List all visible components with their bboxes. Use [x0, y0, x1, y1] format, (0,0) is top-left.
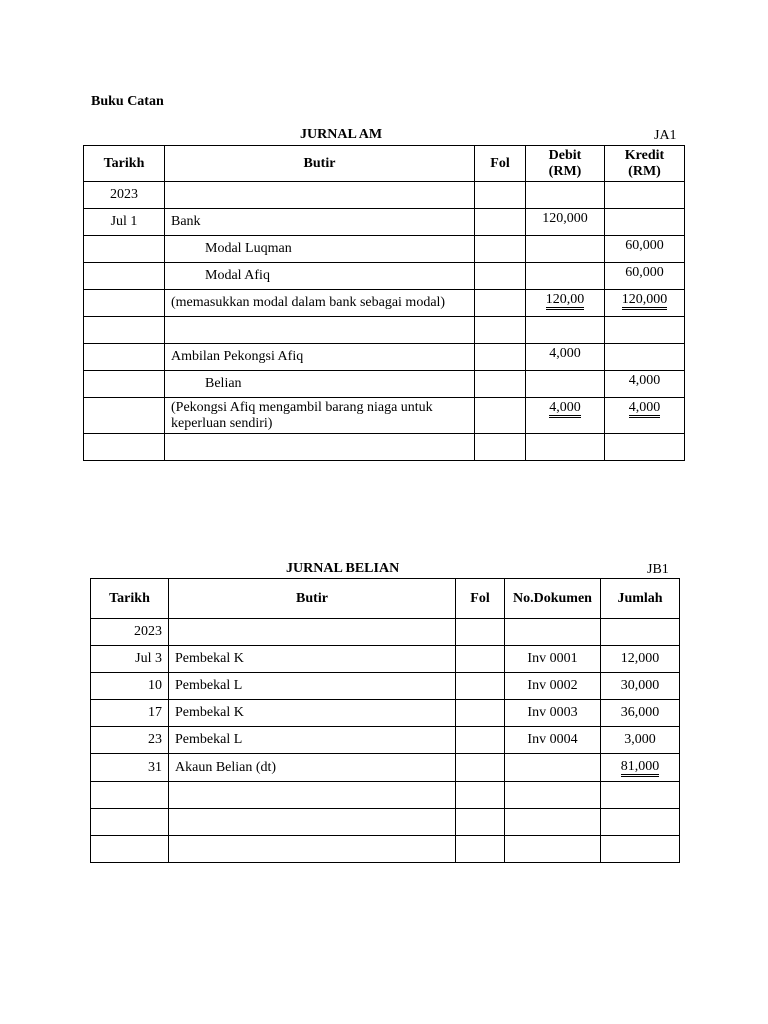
- table-row: [84, 290, 685, 317]
- jurnal-am-ref: JA1: [654, 128, 677, 143]
- cell-fol: [475, 236, 526, 263]
- cell-no-dokumen: Inv 0002: [505, 673, 601, 700]
- cell-butir: Modal Luqman: [165, 236, 475, 263]
- cell-butir: [165, 317, 475, 344]
- cell-debit: [526, 236, 605, 263]
- cell-fol: [475, 398, 526, 434]
- cell-tarikh: 2023: [91, 619, 169, 646]
- cell-kredit: [605, 317, 685, 344]
- cell-jumlah: 3,000: [601, 727, 680, 754]
- cell-debit: [526, 290, 605, 317]
- cell-butir: [165, 182, 475, 209]
- table-row: [84, 236, 685, 263]
- cell-tarikh: [84, 263, 165, 290]
- kredit-total: 4,000: [629, 401, 661, 418]
- cell-tarikh: Jul 1: [84, 209, 165, 236]
- cell-debit: [526, 182, 605, 209]
- cell-tarikh: [84, 434, 165, 461]
- cell-fol: [475, 290, 526, 317]
- table-row: [91, 673, 680, 700]
- cell-tarikh: 31: [91, 754, 169, 782]
- cell-jumlah: [601, 809, 680, 836]
- cell-tarikh: [91, 836, 169, 863]
- cell-fol: [456, 673, 505, 700]
- column-header-tarikh: Tarikh: [91, 579, 169, 619]
- cell-kredit: [605, 182, 685, 209]
- cell-jumlah: [601, 754, 680, 782]
- cell-debit: [526, 398, 605, 434]
- cell-kredit: 60,000: [605, 263, 685, 290]
- cell-tarikh: [91, 809, 169, 836]
- cell-tarikh: 2023: [84, 182, 165, 209]
- cell-debit: 4,000: [526, 344, 605, 371]
- table-row: [91, 836, 680, 863]
- table-row: [84, 434, 685, 461]
- cell-kredit: [605, 344, 685, 371]
- jurnal-am-title: JURNAL AM: [300, 127, 383, 142]
- table-row: [91, 782, 680, 809]
- cell-jumlah: [601, 782, 680, 809]
- cell-fol: [475, 344, 526, 371]
- cell-fol: [456, 754, 505, 782]
- column-header-debit: Debit (RM): [526, 146, 605, 182]
- cell-fol: [475, 317, 526, 344]
- cell-tarikh: [84, 344, 165, 371]
- column-header-butir: Butir: [165, 146, 475, 182]
- cell-no-dokumen: Inv 0004: [505, 727, 601, 754]
- cell-butir: Bank: [165, 209, 475, 236]
- cell-fol: [475, 434, 526, 461]
- document-title: Buku Catan: [91, 94, 164, 109]
- cell-no-dokumen: [505, 836, 601, 863]
- table-header-row: [91, 579, 680, 619]
- table-row: [91, 809, 680, 836]
- cell-kredit: [605, 434, 685, 461]
- cell-butir: [169, 809, 456, 836]
- table-row: [91, 619, 680, 646]
- cell-butir: [169, 619, 456, 646]
- cell-no-dokumen: [505, 619, 601, 646]
- table-row: [91, 646, 680, 673]
- cell-fol: [475, 182, 526, 209]
- cell-butir: Modal Afiq: [165, 263, 475, 290]
- cell-fol: [456, 809, 505, 836]
- cell-tarikh: [91, 782, 169, 809]
- cell-butir: Pembekal K: [169, 646, 456, 673]
- table-row: [84, 371, 685, 398]
- jumlah-total: 81,000: [621, 760, 660, 777]
- cell-jumlah: 12,000: [601, 646, 680, 673]
- cell-debit: [526, 263, 605, 290]
- table-row: [84, 182, 685, 209]
- table-row: [84, 263, 685, 290]
- cell-butir: Belian: [165, 371, 475, 398]
- column-header-kredit: Kredit (RM): [605, 146, 685, 182]
- cell-fol: [456, 727, 505, 754]
- cell-butir: Pembekal L: [169, 673, 456, 700]
- jurnal-belian-ref: JB1: [647, 562, 669, 577]
- cell-kredit: 4,000: [605, 371, 685, 398]
- cell-butir: Ambilan Pekongsi Afiq: [165, 344, 475, 371]
- cell-tarikh: [84, 398, 165, 434]
- cell-no-dokumen: Inv 0001: [505, 646, 601, 673]
- cell-fol: [456, 700, 505, 727]
- cell-no-dokumen: [505, 754, 601, 782]
- cell-debit: [526, 434, 605, 461]
- cell-no-dokumen: Inv 0003: [505, 700, 601, 727]
- table-row: [91, 727, 680, 754]
- cell-fol: [475, 371, 526, 398]
- cell-butir: [165, 434, 475, 461]
- cell-no-dokumen: [505, 782, 601, 809]
- debit-total: 120,00: [546, 293, 585, 310]
- cell-no-dokumen: [505, 809, 601, 836]
- table-row: [91, 754, 680, 782]
- cell-tarikh: [84, 371, 165, 398]
- table-row: [91, 700, 680, 727]
- table-row: [84, 209, 685, 236]
- cell-butir: Akaun Belian (dt): [169, 754, 456, 782]
- table-row: [84, 317, 685, 344]
- cell-fol: [475, 263, 526, 290]
- cell-fol: [456, 782, 505, 809]
- cell-tarikh: [84, 290, 165, 317]
- cell-butir: (Pekongsi Afiq mengambil barang niaga untuk keperluan sendiri): [165, 398, 475, 434]
- cell-kredit: [605, 209, 685, 236]
- cell-debit: [526, 317, 605, 344]
- column-header-fol: Fol: [475, 146, 526, 182]
- debit-total: 4,000: [549, 401, 581, 418]
- cell-butir: Pembekal K: [169, 700, 456, 727]
- table-header-row: [84, 146, 685, 182]
- cell-kredit: [605, 290, 685, 317]
- cell-kredit: [605, 398, 685, 434]
- kredit-total: 120,000: [622, 293, 668, 310]
- table-row: [84, 398, 685, 434]
- jurnal-am-table: [83, 145, 685, 461]
- cell-jumlah: [601, 619, 680, 646]
- cell-butir: [169, 782, 456, 809]
- cell-butir: Pembekal L: [169, 727, 456, 754]
- cell-tarikh: [84, 236, 165, 263]
- column-header-tarikh: Tarikh: [84, 146, 165, 182]
- jurnal-belian-title: JURNAL BELIAN: [286, 561, 400, 576]
- cell-butir: (memasukkan modal dalam bank sebagai modal): [165, 290, 475, 317]
- cell-tarikh: Jul 3: [91, 646, 169, 673]
- cell-fol: [456, 646, 505, 673]
- cell-debit: 120,000: [526, 209, 605, 236]
- cell-tarikh: 10: [91, 673, 169, 700]
- cell-fol: [456, 619, 505, 646]
- column-header-butir: Butir: [169, 579, 456, 619]
- cell-tarikh: 17: [91, 700, 169, 727]
- column-header-no-dokumen: No.Dokumen: [505, 579, 601, 619]
- cell-debit: [526, 371, 605, 398]
- cell-tarikh: [84, 317, 165, 344]
- jurnal-belian-table: [90, 578, 680, 863]
- cell-jumlah: 30,000: [601, 673, 680, 700]
- cell-fol: [456, 836, 505, 863]
- cell-kredit: 60,000: [605, 236, 685, 263]
- cell-jumlah: [601, 836, 680, 863]
- column-header-fol: Fol: [456, 579, 505, 619]
- table-row: [84, 344, 685, 371]
- cell-jumlah: 36,000: [601, 700, 680, 727]
- column-header-jumlah: Jumlah: [601, 579, 680, 619]
- cell-butir: [169, 836, 456, 863]
- cell-fol: [475, 209, 526, 236]
- cell-tarikh: 23: [91, 727, 169, 754]
